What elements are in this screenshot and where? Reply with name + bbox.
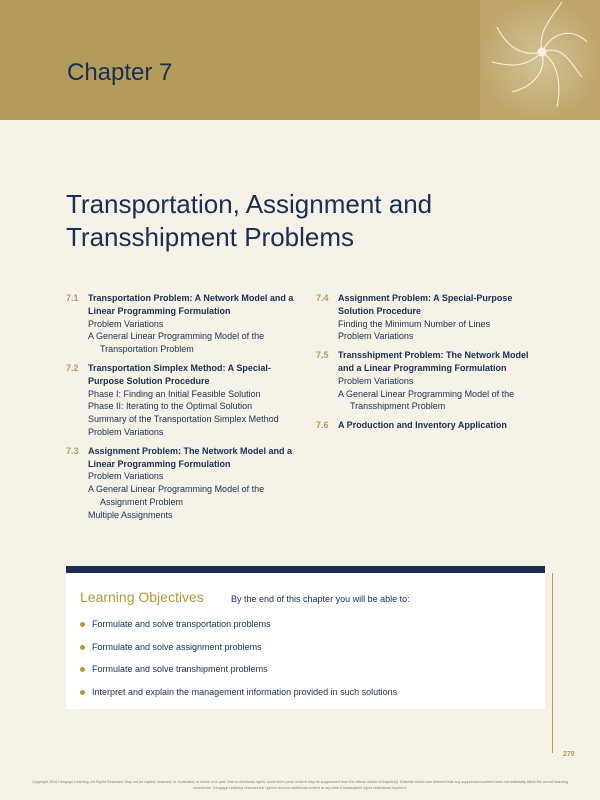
toc-section xyxy=(66,292,306,356)
toc-section-number: 7.2 xyxy=(66,362,79,373)
objective-item xyxy=(80,642,540,665)
toc-subsection: Transportation Problem xyxy=(100,344,194,355)
toc-right-column xyxy=(316,292,546,438)
objective-text: Formulate and solve transportation problems xyxy=(92,619,271,629)
bullet-icon xyxy=(80,622,85,627)
toc-subsection: Phase I: Finding an Initial Feasible Solution xyxy=(88,388,261,399)
toc-section xyxy=(66,362,306,439)
toc-section xyxy=(316,419,546,432)
toc-section-number: 7.5 xyxy=(316,350,329,361)
toc-section xyxy=(66,445,306,522)
toc-section-number: 7.3 xyxy=(66,445,79,456)
toc-subsection: Problem Variations xyxy=(338,375,414,386)
copyright-notice: Copyright 2014 Cengage Learning. All Rights Reserved. May not be copied, scanned, or duplicated, in whole or in part. Due to electronic rights, some third party content may be suppressed from the eBook and/or eChapter(s). Editorial review has deemed that any suppressed content does not materially affect the overall learning experience. Cengage Learning reserves the right to remove additional content at any time if subsequent rights restrictions require it. xyxy=(32,780,568,790)
toc-section xyxy=(316,349,546,413)
bullet-icon xyxy=(80,690,85,695)
chapter-label: Chapter 7 xyxy=(67,59,173,86)
bullet-icon xyxy=(80,645,85,650)
toc-subsection: Problem Variations xyxy=(88,471,164,482)
learning-objectives-box xyxy=(66,573,545,709)
toc-section-number: 7.1 xyxy=(66,293,79,303)
toc-section-number: 7.4 xyxy=(316,293,329,303)
toc-subsection: A General Linear Programming Model of the xyxy=(88,484,265,495)
toc-subsection: Problem Variations xyxy=(88,426,164,437)
toc-section-title: Transportation Problem: A Network Model and a Linear Programming Formulation xyxy=(88,293,294,316)
toc-section-number: 7.6 xyxy=(316,420,329,431)
objective-item xyxy=(80,619,540,642)
toc-subsection: Transshipment Problem xyxy=(350,401,446,412)
toc-section-title: Assignment Problem: The Network Model and a Linear Programming Formulation xyxy=(88,445,293,469)
toc-section-title: Transportation Simplex Method: A Special-Purpose Solution Procedure xyxy=(88,362,271,386)
margin-rule xyxy=(552,573,553,753)
header-band xyxy=(0,0,600,120)
toc-subsection: Assignment Problem xyxy=(100,496,184,507)
toc-subsection: A General Linear Programming Model of the xyxy=(88,331,265,342)
toc-subsection: Summary of the Transportation Simplex Method xyxy=(88,414,279,425)
toc-section-title: Assignment Problem: A Special-Purpose Solution Procedure xyxy=(338,293,513,316)
toc-section-title: A Production and Inventory Application xyxy=(338,420,507,431)
page-number: 279 xyxy=(563,751,575,758)
toc-subsection: Problem Variations xyxy=(88,318,164,329)
objectives-list xyxy=(80,619,540,709)
bullet-icon xyxy=(80,667,85,672)
objective-text: Formulate and solve assignment problems xyxy=(92,641,262,652)
chapter-title: Transportation, Assignment and Transshipment Problems xyxy=(66,189,433,252)
toc-left-column xyxy=(66,292,306,528)
toc-subsection: Finding the Minimum Number of Lines xyxy=(338,318,491,329)
toc-section-title: Transshipment Problem: The Network Model and a Linear Programming Formulation xyxy=(338,350,529,373)
objective-item xyxy=(80,664,540,687)
objective-item xyxy=(80,687,540,710)
objectives-intro: By the end of this chapter you will be able to: xyxy=(231,594,410,604)
fractal-ornament-icon xyxy=(480,0,600,120)
objectives-heading: Learning Objectives xyxy=(80,589,204,605)
toc-section xyxy=(316,292,546,343)
objectives-top-bar xyxy=(66,566,545,573)
toc-subsection: Multiple Assignments xyxy=(88,509,173,520)
objective-text: Interpret and explain the management information provided in such solutions xyxy=(92,686,398,697)
objective-text: Formulate and solve transhipment problems xyxy=(92,664,268,674)
toc-subsection: Problem Variations xyxy=(338,331,414,342)
toc-subsection: Phase II: Iterating to the Optimal Solution xyxy=(88,401,253,412)
toc-subsection: A General Linear Programming Model of the xyxy=(338,388,515,399)
